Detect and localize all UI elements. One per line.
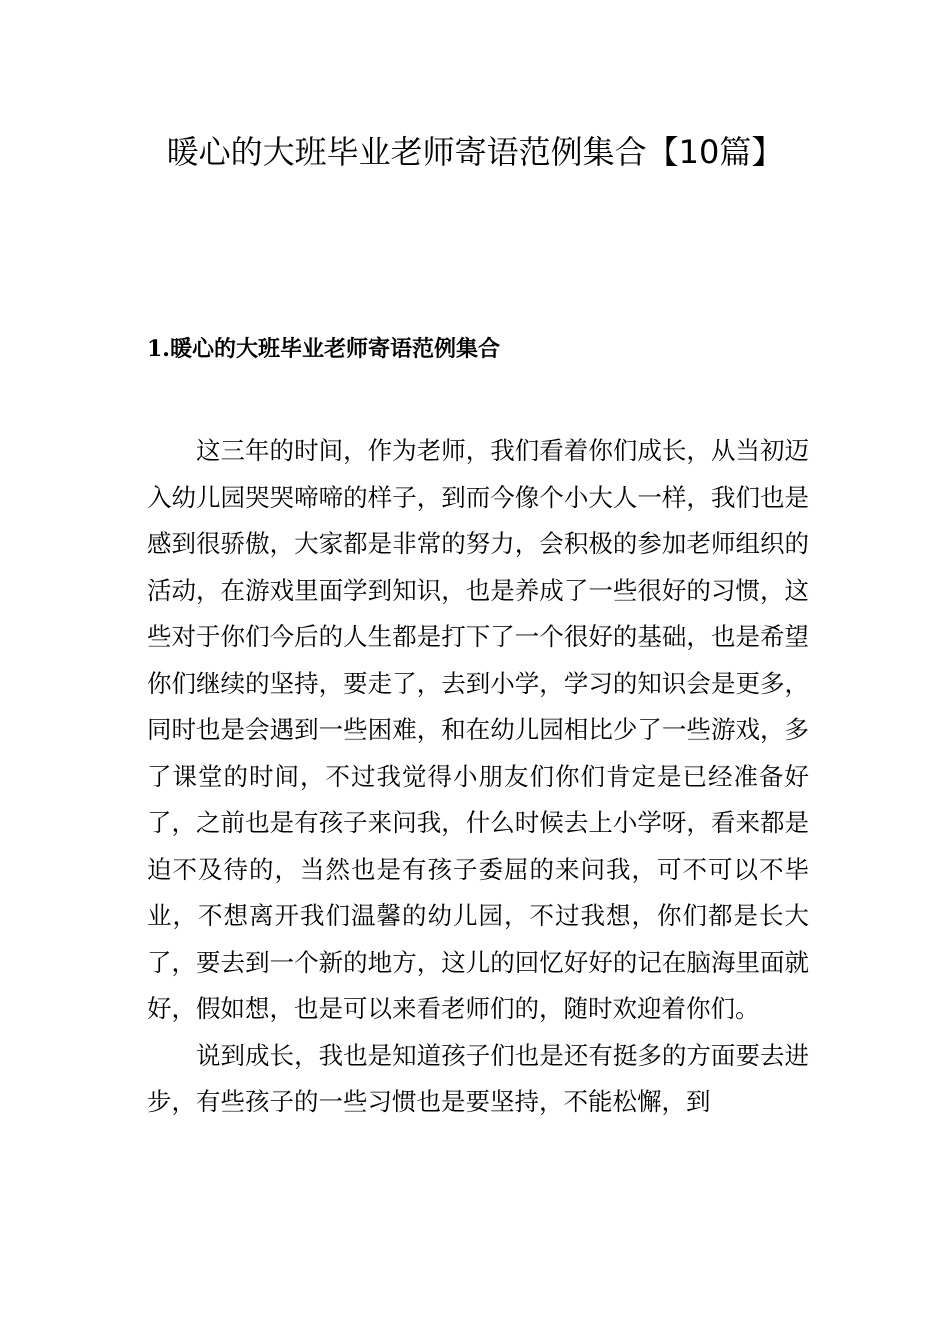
document-title: 暖心的大班毕业老师寄语范例集合【10篇】 — [166, 133, 784, 171]
body-paragraph: 说到成长，我也是知道孩子们也是还有挺多的方面要去进步，有些孩子的一些习惯也是要坚持，不能松懈，到 — [147, 1040, 809, 1116]
section-heading: 1.暖心的大班毕业老师寄语范例集合 — [147, 336, 500, 362]
document-body — [147, 428, 809, 1126]
body-paragraph: 这三年的时间，作为老师，我们看着你们成长，从当初迈入幼儿园哭哭啼啼的样子，到而今像个小大人一样，我们也是感到很骄傲，大家都是非常的努力，会积极的参加老师组织的活动，在游戏里面学到知识，也是养成了一些很好的习惯，这些对于你们今后的人生都是打下了一个很好的基础，也是希望你们继续的坚持，要走了，去到小学，学习的知识会是更多，同时也是会遇到一些困难，和在幼儿园相比少了一些游戏，多了课堂的时间，不过我觉得小朋友们你们肯定是已经准备好了，之前也是有孩子来问我，什么时候去上小学呀，看来都是迫不及待的，当然也是有孩子委屈的来问我，可不可以不毕业，不想离开我们温馨的幼儿园，不过我想，你们都是长大了，要去到一个新的地方，这儿的回忆好好的记在脑海里面就好，假如想，也是可以来看老师们的，随时欢迎着你们。 — [147, 436, 809, 1023]
